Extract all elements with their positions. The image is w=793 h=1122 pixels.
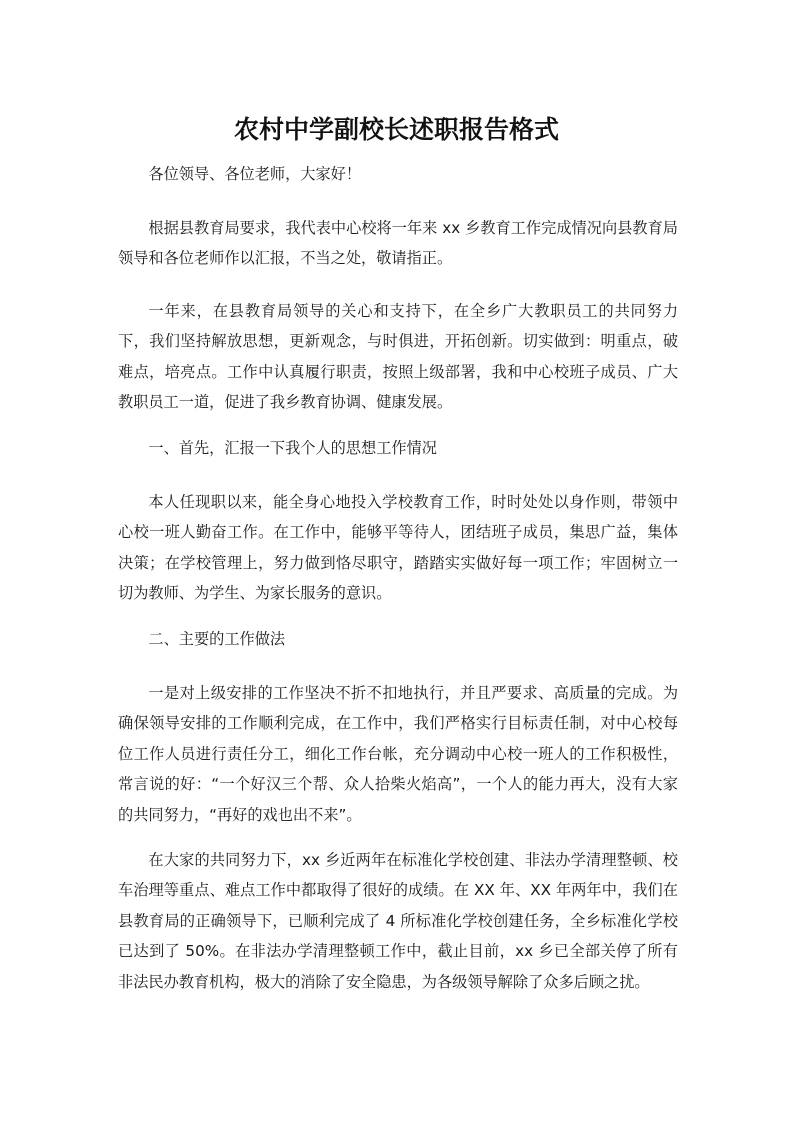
achievements-paragraph: 在大家的共同努力下，xx 乡近两年在标准化学校创建、非法办学清理整顿、校车治理等重点、难点工作中都取得了很好的成绩。在 XX 年、XX 年两年中，我们在县教育局的正确领导下，已顺利完成了 4 所标准化学校创建任务，全乡标准化学校已达到了 50%。在非法办学清理整顿工作中，截止目前，xx 乡已全部关停了所有非法民办教育机构，极大的消除了安全隐患，为各级领导解除了众多后顾之扰。 [118, 851, 678, 991]
overview-paragraph: 一年来，在县教育局领导的关心和支持下，在全乡广大教职员工的共同努力下，我们坚持解放思想，更新观念，与时俱进，开拓创新。切实做到：明重点，破难点，培亮点。工作中认真履行职责，按照上级部署，我和中心校班子成员、广大教职员工一道，促进了我乡教育协调、健康发展。 [118, 302, 678, 412]
document-title: 农村中学副校长述职报告格式 [233, 115, 559, 144]
intro-paragraph: 根据县教育局要求，我代表中心校将一年来 xx 乡教育工作完成情况向县教育局领导和各位老师作以汇报，不当之处，敬请指正。 [118, 219, 678, 268]
greeting-paragraph: 各位领导、各位老师，大家好！ [148, 165, 362, 183]
work-method-paragraph: 一是对上级安排的工作坚决不折不扣地执行，并且严要求、高质量的完成。为确保领导安排的工作顺利完成，在工作中，我们严格实行目标责任制，对中心校每位工作人员进行责任分工，细化工作台帐，充分调动中心校一班人的工作积极性，常言说的好：“一个好汉三个帮、众人拾柴火焰高”，一个人的能力再大，没有大家的共同努力，“再好的戏也出不来”。 [118, 684, 678, 824]
section-heading-1: 一、首先，汇报一下我个人的思想工作情况 [148, 439, 437, 457]
section-heading-2: 二、主要的工作做法 [148, 630, 286, 648]
personal-work-paragraph: 本人任现职以来，能全身心地投入学校教育工作，时时处处以身作则，带领中心校一班人勤奋工作。在工作中，能够平等待人，团结班子成员，集思广益，集体决策；在学校管理上，努力做到恪尽职守，踏踏实实做好每一项工作；牢固树立一切为教师、为学生、为家长服务的意识。 [118, 493, 678, 603]
